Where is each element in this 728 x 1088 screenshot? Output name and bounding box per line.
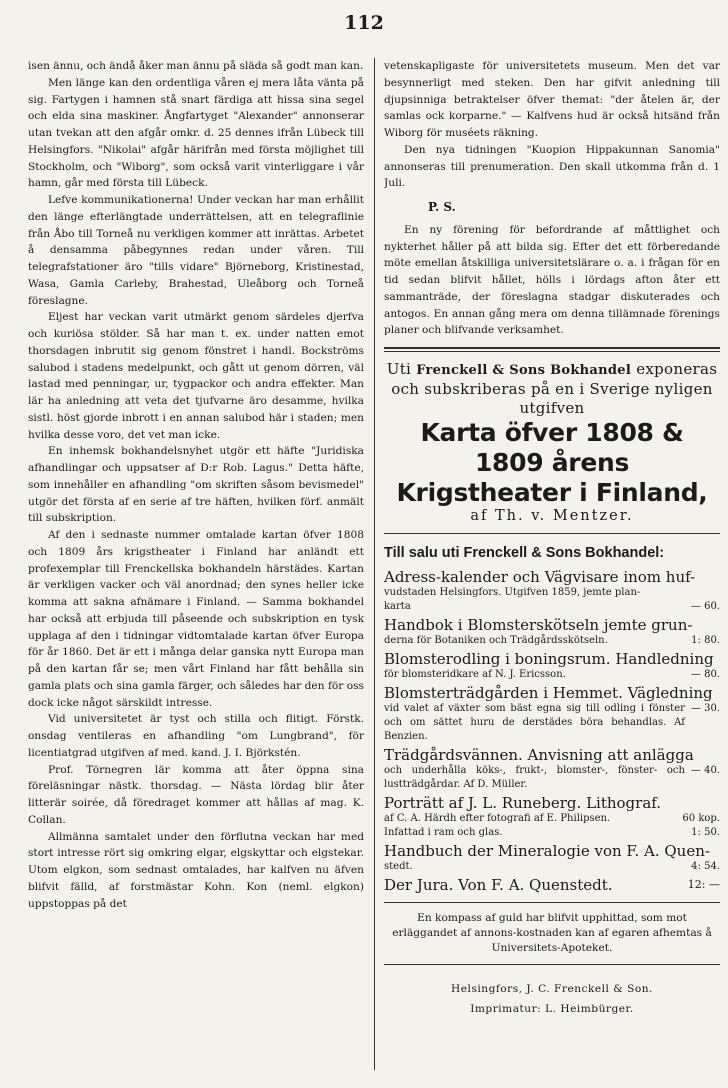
sale-item-detail: vid valet af växter som bäst egna sig till odling i fönster och om sättet huru de derstädes böra behandlas. Af Benzien. bbox=[384, 702, 685, 742]
map-ad-bookshop: Frenckell & Sons Bokhandel bbox=[416, 363, 632, 378]
sale-item-price: 1: 50. bbox=[691, 826, 720, 838]
sale-item bbox=[384, 616, 720, 648]
article-paragraph: Eljest har veckan varit utmärkt genom särdeles djerfva och kuriösa stölder. Så har man t. ex. under natten emot thorsdagen inbrutit sig genom fönstret i handl. Bockströms salubod i stadens medelpunkt, och gått ut genom dörren, väl lastad med penningar, ur, tygpackor och andra effekter. Man lär ha anledning att veta det tjufvarne äro desamme, hvilka sistl. höst gjorde inbrott i en annan salubod här i staden; men hvilka desse voro, det vet man icke. bbox=[28, 311, 364, 441]
sale-item-detail: derna för Botaniken och Trädgårdsskötseln. bbox=[384, 634, 608, 646]
map-ad-title-line2: Krigstheater i Finland, bbox=[396, 478, 708, 507]
left-column bbox=[28, 58, 364, 1080]
section-divider bbox=[384, 347, 720, 352]
sale-item-price: 12: — bbox=[687, 877, 720, 891]
sale-item-title: Blomsterodling i boningsrum. Handledning bbox=[384, 649, 714, 668]
sale-item-detail: vudstaden Helsingfors. Utgifven 1859, jemte plan- bbox=[384, 586, 641, 598]
sale-item-detail: för blomsteridkare af N. J. Ericsson. bbox=[384, 668, 566, 680]
sale-item-title: Adress-kalender och Vägvisare inom huf- bbox=[384, 567, 696, 586]
sale-item-price: 1: 80. bbox=[691, 634, 720, 646]
map-ad-author: af Th. v. Mentzer. bbox=[470, 508, 634, 524]
sale-item-detail: karta bbox=[384, 600, 411, 612]
sale-item-detail: stedt. bbox=[384, 860, 413, 872]
sale-item-price: 4: 54. bbox=[691, 860, 720, 872]
article-paragraph: Allmänna samtalet under den förflutna veckan har med stort intresse rört sig omkring elgar, elgskyttar och elgstekar. Utom elgkon, som sednast omtalades, har kalfven nu äfven blifvit fälld, af forstmästar Kohn. Kon (neml. elgkon) uppstoppas på det bbox=[28, 830, 364, 910]
article-paragraph: Den nya tidningen "Kuopion Hippakunnan Sanomia" annonseras till prenumeration. Den skall utkomma från d. 1 Juli. bbox=[384, 143, 720, 190]
sale-item bbox=[384, 650, 720, 682]
sale-item-title: Der Jura. Von F. A. Quenstedt. bbox=[384, 875, 613, 894]
sale-item-price: — 40. bbox=[690, 764, 720, 776]
map-advertisement bbox=[384, 360, 720, 525]
article-paragraph: En inhemsk bokhandelsnyhet utgör ett häfte "Juridiska afhandlingar och uppsatser af D:r Rob. Lagus." Detta häfte, som innehåller en afhandling "om skriften såsom bevismedel" utgör det första af en serie af tre häften, hvilken förf. anmält till subskription. bbox=[28, 445, 364, 525]
sale-item bbox=[384, 746, 720, 792]
sale-item-detail: af C. A. Härdh efter fotografi af E. Philipsen. bbox=[384, 812, 611, 824]
map-ad-title-line1: Karta öfver 1808 & 1809 årens bbox=[420, 418, 684, 477]
sale-item bbox=[384, 794, 720, 840]
ps-label: P. S. bbox=[428, 200, 456, 214]
imprimatur-line: Imprimatur: L. Heimbürger. bbox=[470, 1002, 634, 1015]
sale-item-detail: och underhålla köks-, frukt-, blomster-, fönster- och lustträdgårdar. Af D. Müller. bbox=[384, 764, 685, 790]
column-rule bbox=[374, 58, 375, 1070]
section-divider bbox=[384, 533, 720, 534]
article-paragraph: Lefve kommunikationerna! Under veckan har man erhållit den länge efterlängtade underrättelsen, att en telegraflinie från Åbo till Torneå nu verkligen kommer att inrättas. Arbetet å densamma påbegynnes redan under våren. Till telegrafstationer äro "tills vidare" Björneborg, Kristinestad, Wasa, Gamla Carleby, Brahestad, Uleåborg och Torneå föreslagne. bbox=[28, 194, 364, 307]
sale-item-title: Handbuch der Mineralogie von F. A. Quen- bbox=[384, 841, 710, 860]
article-paragraph: Vid universitetet är tyst och stilla och flitigt. Förstk. onsdag ventileras en afhandling "om Lungbrand", för licentiatgrad utgifven af med. kand. J. I. Björkstén. bbox=[28, 713, 364, 759]
sale-item-price: 60 kop. bbox=[682, 812, 720, 824]
sale-item-detail: Infattad i ram och glas. bbox=[384, 826, 503, 838]
section-divider bbox=[384, 902, 720, 903]
sale-item-price: — 80. bbox=[690, 668, 720, 680]
sale-item bbox=[384, 842, 720, 874]
sale-item bbox=[384, 876, 720, 894]
section-divider bbox=[384, 964, 720, 965]
sale-item bbox=[384, 568, 720, 614]
sale-item-title: Trädgårdsvännen. Anvisning att anlägga bbox=[384, 745, 694, 764]
sale-advertisement bbox=[384, 542, 720, 894]
article-paragraph: Af den i sednaste nummer omtalade kartan öfver 1808 och 1809 års krigstheater i Finland har anländt ett profexemplar till Frenckellska bokhandeln härstädes. Kartan är verkligen vacker och väl anordnad; den synes heller icke komma att sakna afnämare i Finland. — Samma bokhandel har också att erbjuda till påseende och subskription en tysk upplaga af den i tidningar vidtomtalade kartan öfver Europa för år 1860. Det är ett i många delar ganska nytt Europa man på den kartan får se; men vårt Finland har fått behålla sin gamla plats och sina gamla färger, och således har den för oss dock icke något särskildt intresse. bbox=[28, 529, 364, 709]
article-paragraph: isen ännu, och ändå åker man ännu på släda så godt man kan. bbox=[28, 60, 364, 72]
publisher-line: Helsingfors, J. C. Frenckell & Son. bbox=[451, 982, 653, 995]
map-ad-prefix: Uti bbox=[386, 360, 412, 378]
sale-item bbox=[384, 684, 720, 744]
lost-and-found-notice: En kompass af guld har blifvit upphittad, som mot erläggandet af annons-kostnaden kan af egaren afhemtas å Universitets-Apoteket. bbox=[392, 911, 712, 954]
right-column bbox=[384, 58, 720, 1088]
sale-item-price: — 60. bbox=[690, 600, 720, 612]
article-paragraph: vetenskapligaste för universitetets museum. Men det var besynnerligt med steken. Den har gifvit anledning till djupsinniga betraktelser öfver themat: "der åtelen är, der samlas ock korparne." — Kalfvens hud är också hitsänd från Wiborg för muséets räkning. bbox=[384, 60, 720, 139]
sale-item-title: Porträtt af J. L. Runeberg. Lithograf. bbox=[384, 793, 662, 812]
sale-heading: Till salu uti Frenckell & Sons Bokhandel: bbox=[384, 544, 665, 561]
map-ad-suffix: exponeras och subskriberas på en i Sverige nyligen utgifven bbox=[391, 360, 718, 417]
sale-item-title: Handbok i Blomsterskötseln jemte grun- bbox=[384, 615, 693, 634]
ps-paragraph: En ny förening för befordrande af måttlighet och nykterhet håller på att bilda sig. Efter det ett förberedande möte emellan åtskilliga universitetslärare o. a. i frågan för en tid sedan blifvit hållet, hölls i lördags afton åter ett sammanträde, der föreslagna stadgar diskuterades och antogos. En annan gång mera om denna tillämnade förenings planer och blifvande verksamhet. bbox=[384, 223, 720, 337]
map-ad-intro bbox=[384, 360, 720, 418]
sale-item-price: — 30. bbox=[690, 702, 720, 714]
article-paragraph: Prof. Törnegren lär komma att åter öppna sina föreläsningar nästk. thorsdag. — Nästa lördag blir åter litterär soirée, då föredraget kommer att hållas af mag. K. Collan. bbox=[28, 763, 364, 826]
article-paragraph: Men länge kan den ordentliga våren ej mera låta vänta på sig. Fartygen i hamnen stå snart färdiga att hissa sina segel och elda sina maskiner. Ångfartyget "Alexander" annonserar utan tvekan att den afgår omkr. d. 25 dennes ifrån Lübeck till Helsingfors. "Nikolai" afgår härifrån med första möjlighet till Stockholm, och "Wiborg", som också varit vinterliggare i vår hamn, går med första till Lübeck. bbox=[28, 76, 364, 190]
page-number: 112 bbox=[344, 12, 384, 34]
sale-item-title: Blomsterträdgården i Hemmet. Vägledning bbox=[384, 683, 713, 702]
